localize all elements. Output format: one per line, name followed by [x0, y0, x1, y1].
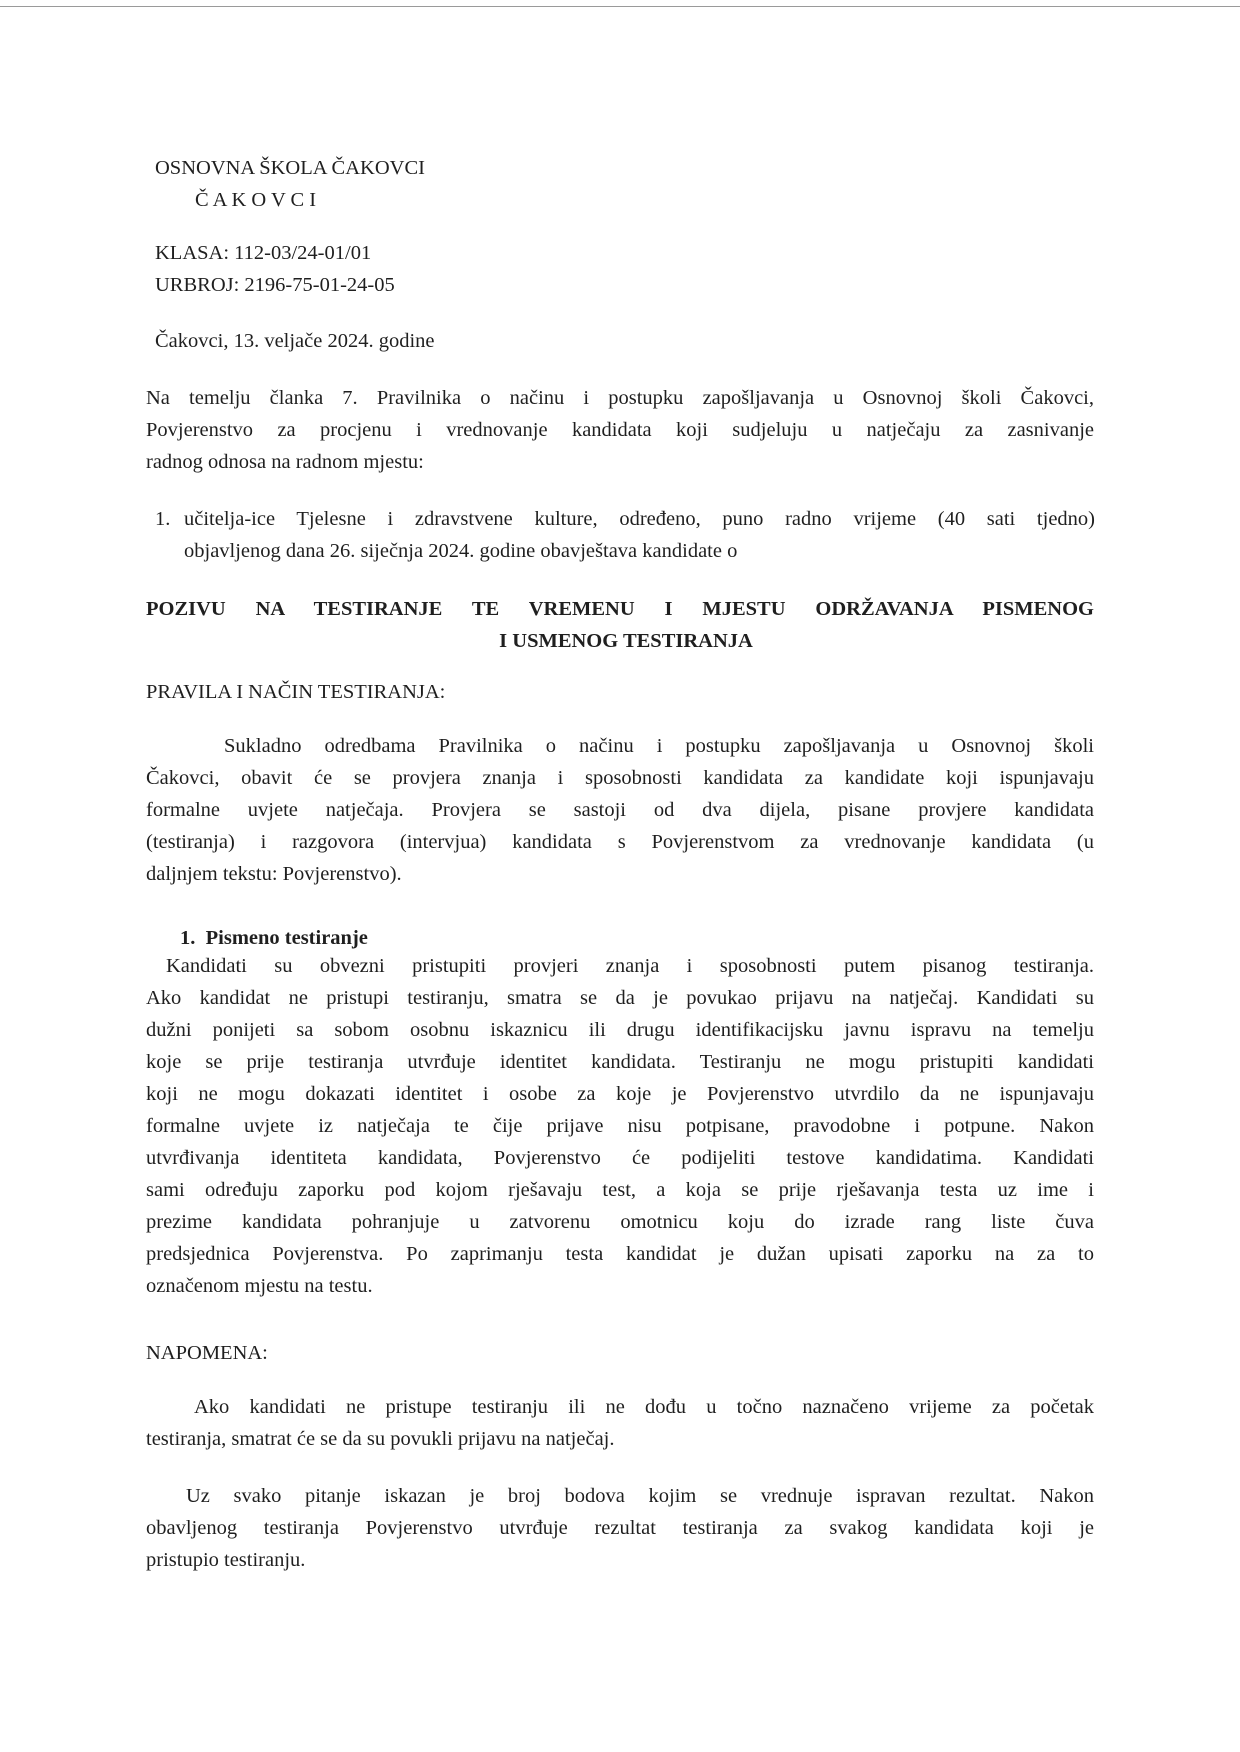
title-line: POZIVU NA TESTIRANJE TE VREMENU I MJESTU ODRŽAVANJA PISMENOG	[146, 598, 1094, 620]
rules-line: Sukladno odredbama Pravilnika o načinu i postupku zapošljavanja u Osnovnoj školi	[224, 735, 1094, 757]
section1-line: utvrđivanja identiteta kandidata, Povjerenstvo će podijeliti testove kandidatima. Kandidati	[146, 1147, 1094, 1169]
rules-line: formalne uvjete natječaja. Provjera se sastoji od dva dijela, pisane provjere kandidata	[146, 799, 1094, 821]
section1-line: prezime kandidata pohranjuje u zatvorenu omotnicu koju do izrade rang liste čuva	[146, 1211, 1094, 1233]
place-date-block	[155, 325, 435, 357]
section1-line: koji ne mogu dokazati identitet i osobe za koje je Povjerenstvo utvrdilo da ne ispunjavaju	[146, 1083, 1094, 1105]
position-line: učitelja-ice Tjelesne i zdravstvene kulture, određeno, puno radno vrijeme (40 sati tjedno)	[184, 508, 1095, 530]
school-name: OSNOVNA ŠKOLA ČAKOVCI	[155, 157, 425, 179]
section1-line: označenom mjestu na testu.	[146, 1275, 373, 1297]
rules-paragraph	[146, 730, 1094, 890]
note-line: Ako kandidati ne pristupe testiranju ili ne dođu u točno naznačeno vrijeme za početak	[194, 1396, 1094, 1418]
rules-heading: PRAVILA I NAČIN TESTIRANJA:	[146, 681, 446, 703]
note-paragraph-2	[146, 1480, 1094, 1576]
document-title	[146, 593, 1094, 657]
note-heading: NAPOMENA:	[146, 1342, 268, 1364]
section1-paragraph	[146, 950, 1094, 1302]
note-line: Uz svako pitanje iskazan je broj bodova kojim se vrednuje ispravan rezultat. Nakon	[186, 1485, 1094, 1507]
intro-line: Povjerenstvo za procjenu i vrednovanje kandidata koji sudjeluju u natječaju za zasnivanje	[146, 419, 1094, 441]
school-town: Č A K O V C I	[195, 189, 317, 211]
klasa: KLASA: 112-03/24-01/01	[155, 242, 372, 264]
intro-line: radnog odnosa na radnom mjestu:	[146, 451, 424, 473]
position-number: 1.	[155, 508, 171, 530]
note-line: testiranja, smatrat će se da su povukli prijavu na natječaj.	[146, 1428, 615, 1450]
position-item	[155, 503, 1095, 567]
intro-paragraph	[146, 382, 1094, 478]
section1-line: Ako kandidat ne pristupi testiranju, smatra se da je povukao prijavu na natječaj. Kandidati su	[146, 987, 1094, 1009]
section1-line: formalne uvjete iz natječaja te čije prijave nisu potpisane, pravodobne i potpune. Nakon	[146, 1115, 1094, 1137]
rules-line: Čakovci, obavit će se provjera znanja i sposobnosti kandidata za kandidate koji ispunjavaju	[146, 767, 1094, 789]
intro-line: Na temelju članka 7. Pravilnika o načinu i postupku zapošljavanja u Osnovnoj školi Čakovci,	[146, 387, 1094, 409]
note-line: obavljenog testiranja Povjerenstvo utvrđuje rezultat testiranja za svakog kandidata koji je	[146, 1517, 1094, 1539]
title-line: I USMENOG TESTIRANJA	[499, 630, 753, 652]
section1-line: predsjednica Povjerenstva. Po zaprimanju testa kandidat je dužan upisati zaporku na za to	[146, 1243, 1094, 1265]
reference-block	[155, 237, 395, 301]
note-line: pristupio testiranju.	[146, 1549, 306, 1571]
rules-line: daljnjem tekstu: Povjerenstvo).	[146, 863, 402, 885]
note-paragraph-1	[146, 1391, 1094, 1455]
rules-heading-block	[146, 676, 445, 708]
place-date: Čakovci, 13. veljače 2024. godine	[155, 330, 435, 352]
section1-line: koje se prije testiranja utvrđuje identitet kandidata. Testiranju ne mogu pristupiti kandidati	[146, 1051, 1094, 1073]
section1-line: dužni ponijeti sa sobom osobnu iskaznicu ili drugu identifikacijsku javnu ispravu na temelju	[146, 1019, 1094, 1041]
urbroj: URBROJ: 2196-75-01-24-05	[155, 274, 395, 296]
section1-heading: 1. Pismeno testiranje	[180, 927, 368, 949]
section1-line: sami određuju zaporku pod kojom rješavaju test, a koja se prije rješavanja testa uz ime i	[146, 1179, 1094, 1201]
section1-line: Kandidati su obvezni pristupiti provjeri znanja i sposobnosti putem pisanog testiranja.	[166, 955, 1094, 977]
position-line: objavljenog dana 26. siječnja 2024. godine obavještava kandidate o	[184, 540, 738, 562]
note-heading-block	[146, 1337, 268, 1369]
header-block	[155, 152, 425, 216]
rules-line: (testiranja) i razgovora (intervjua) kandidata s Povjerenstvom za vrednovanje kandidata (u	[146, 831, 1094, 853]
